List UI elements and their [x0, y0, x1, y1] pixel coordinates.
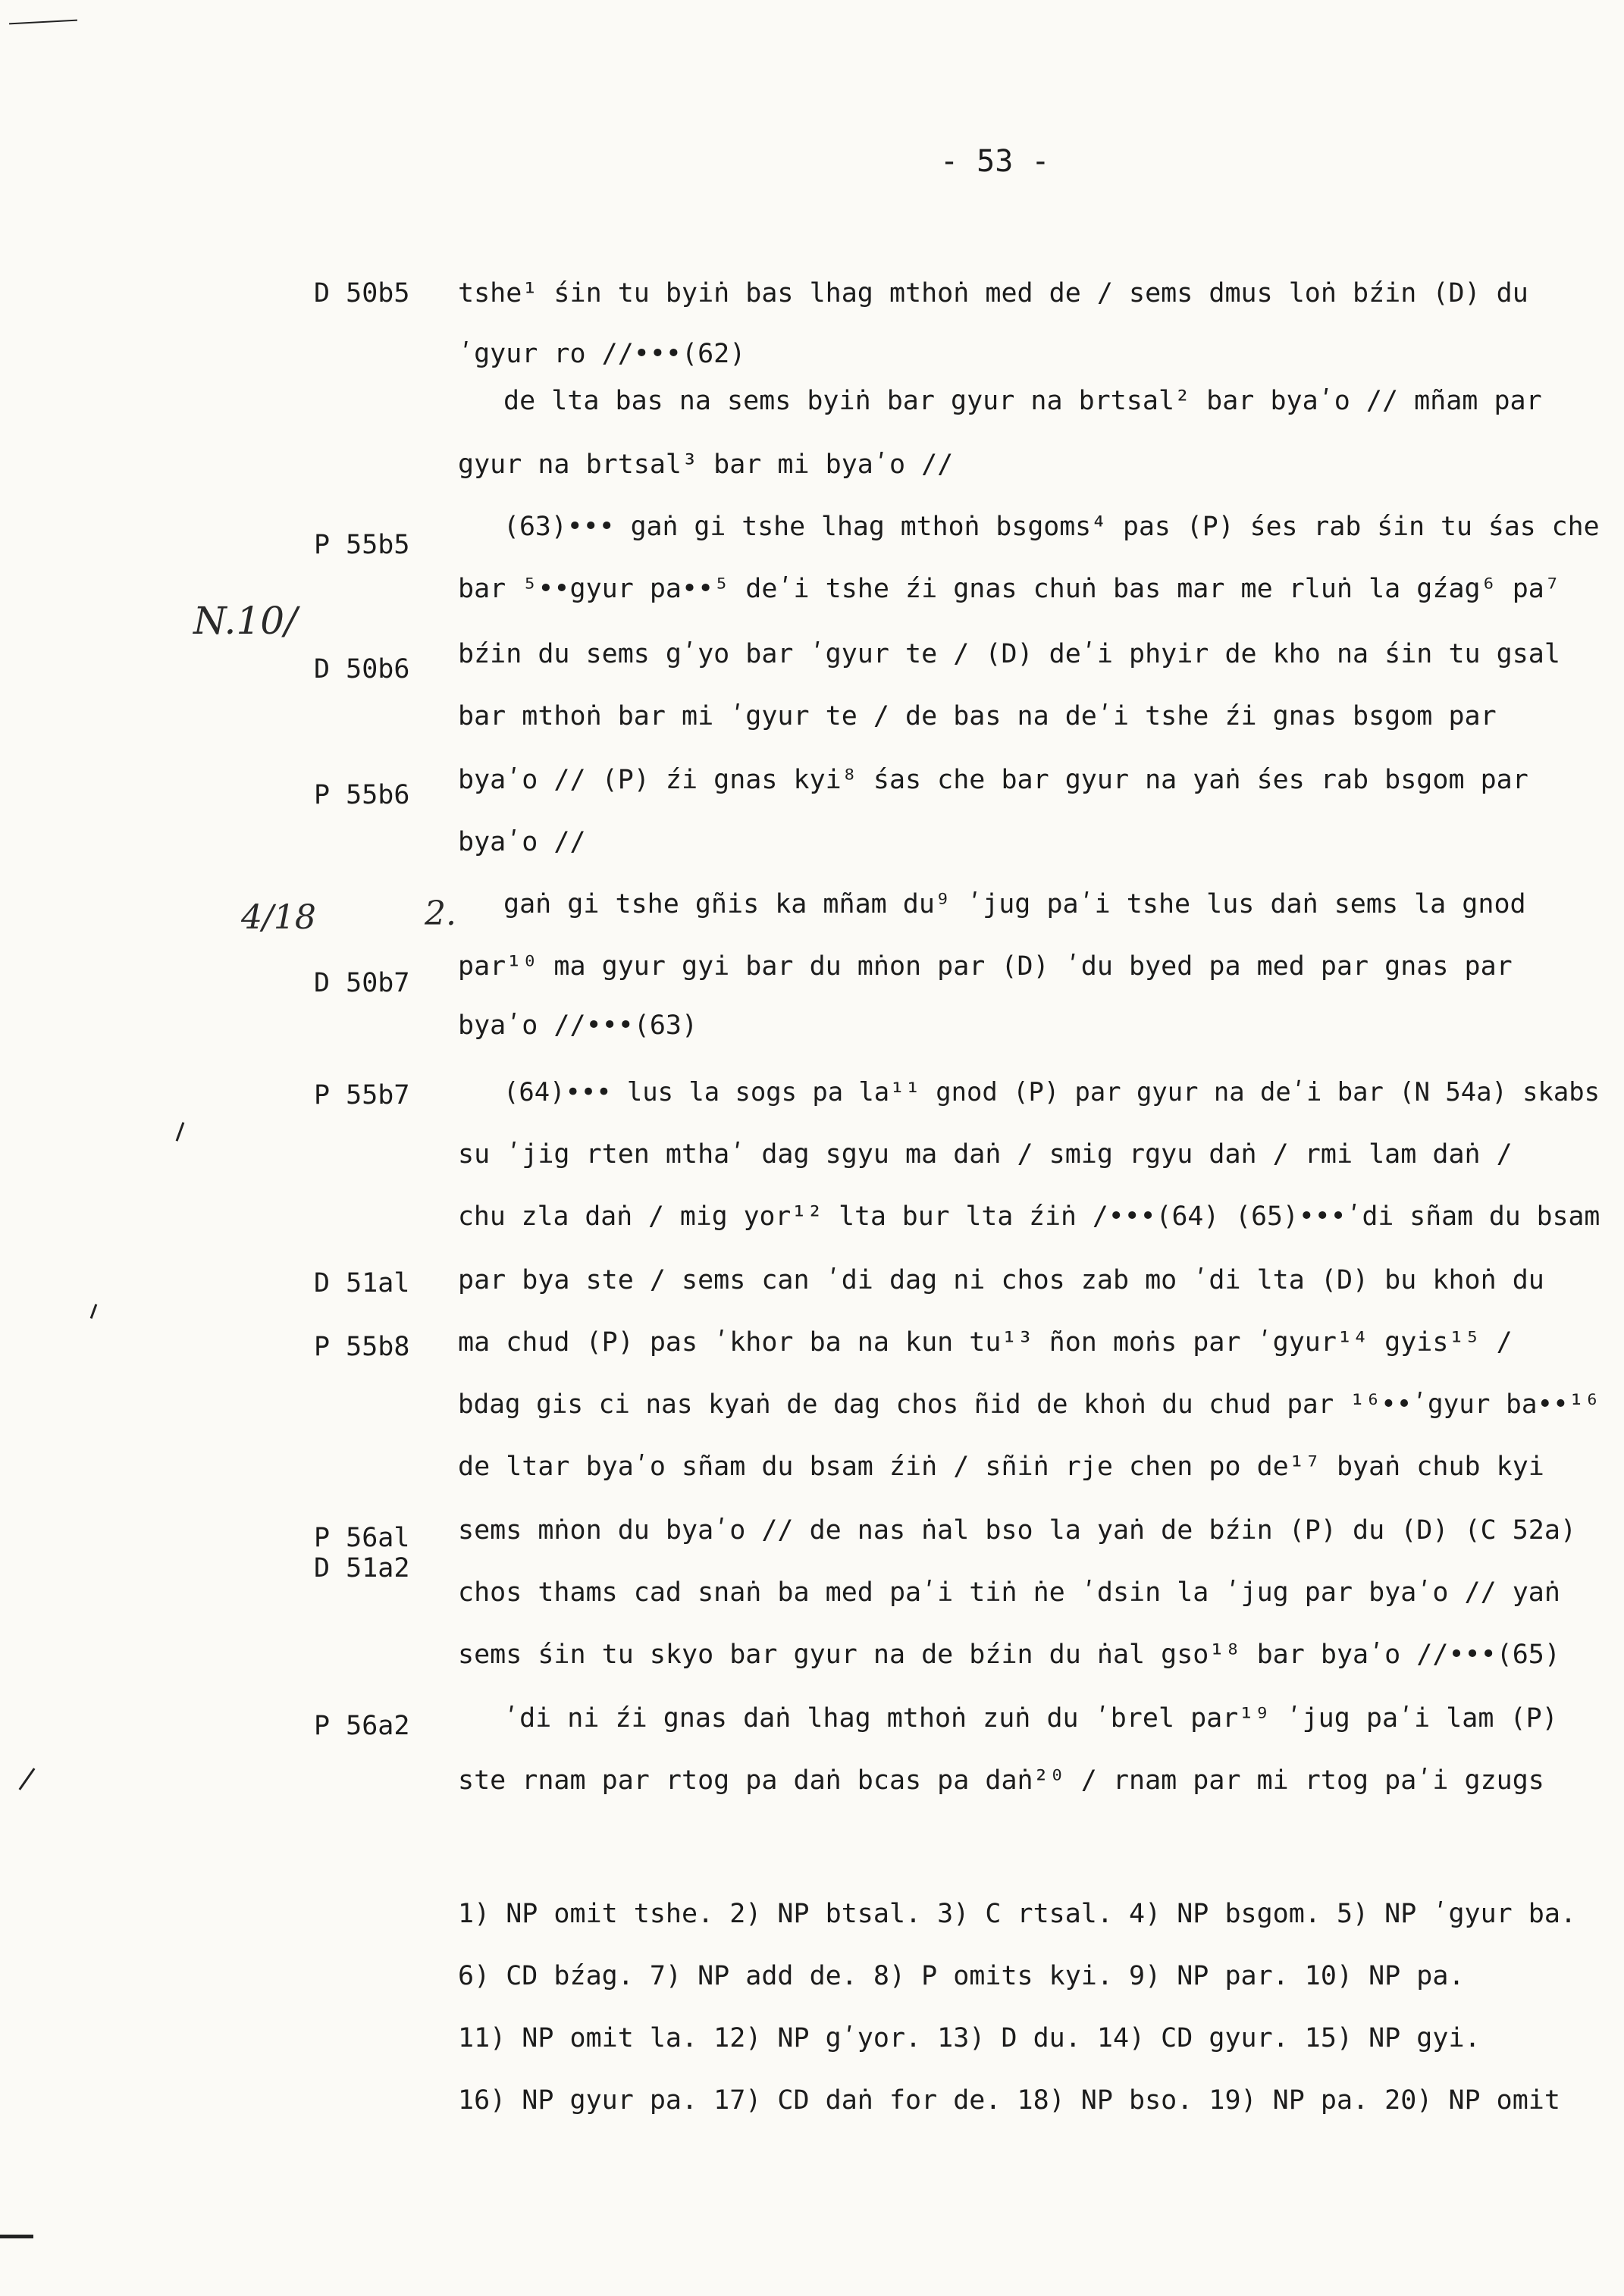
page-number: - 53 -	[940, 144, 1050, 179]
text-line: (64)••• lus la sogs pa la¹¹ gnod (P) par gyur na deʹi bar (N 54a) skabs	[503, 1077, 1600, 1107]
text-line: ʹgyur ro //•••(62)	[458, 339, 746, 369]
text-line: gaṅ gi tshe gñis ka mñam du⁹ ʹjug paʹi tshe lus daṅ sems la gnod	[503, 889, 1526, 919]
folio-ref: D 50b5	[314, 278, 410, 309]
folio-ref: P 55b5	[314, 530, 410, 560]
folio-ref: D 51a2	[314, 1553, 410, 1583]
text-line: (63)••• gaṅ gi tshe lhag mthoṅ bsgoms⁴ pas (P) śes rab śin tu śas che	[503, 512, 1600, 542]
text-line: de lta bas na sems byiṅ bar gyur na brtsal² bar byaʹo // mñam par	[503, 386, 1542, 416]
text-line: bar ⁵••gyur pa••⁵ deʹi tshe źi gnas chuṅ bas mar me rluṅ la gźag⁶ pa⁷	[458, 574, 1560, 604]
text-line: chu zla daṅ / mig yor¹² lta bur lta źiṅ /•••(64) (65)•••ʹdi sñam du bsam	[458, 1201, 1600, 1232]
text-line: bdag gis ci nas kyaṅ de dag chos ñid de khoṅ du chud par ¹⁶••ʹgyur ba••¹⁶	[458, 1389, 1600, 1420]
text-line: sems mṅon du byaʹo // de nas ṅal bso la yaṅ de bźin (P) du (D) (C 52a)	[458, 1515, 1577, 1546]
pen-mark	[9, 20, 77, 25]
pen-mark	[0, 2235, 33, 2238]
margin-note-4-18: 4/18	[241, 898, 316, 937]
folio-ref: P 55b6	[314, 780, 410, 810]
footnote-line: 16) NP gyur pa. 17) CD daṅ for de. 18) NP bso. 19) NP pa. 20) NP omit	[458, 2085, 1560, 2116]
text-line: bar mthoṅ bar mi ʹgyur te / de bas na deʹi tshe źi gnas bsgom par	[458, 701, 1497, 731]
folio-ref: D 50b6	[314, 654, 410, 684]
text-line: chos thams cad snaṅ ba med paʹi tiṅ ṅe ʹdsin la ʹjug par byaʹo // yaṅ	[458, 1577, 1560, 1608]
folio-ref: P 56al	[314, 1523, 410, 1553]
folio-ref: D 51al	[314, 1268, 410, 1298]
footnote-line: 11) NP omit la. 12) NP gʹyor. 13) D du. 14) CD gyur. 15) NP gyi.	[458, 2023, 1481, 2053]
text-line: ʹdi ni źi gnas daṅ lhag mthoṅ zuṅ du ʹbrel par¹⁹ ʹjug paʹi lam (P)	[503, 1703, 1558, 1734]
text-line: gyur na brtsal³ bar mi byaʹo //	[458, 449, 954, 480]
text-line: byaʹo // (P) źi gnas kyi⁸ śas che bar gyur na yaṅ śes rab bsgom par	[458, 765, 1528, 795]
folio-ref: P 55b7	[314, 1080, 410, 1110]
margin-note-n10: N.10/	[193, 599, 297, 643]
folio-ref: P 56a2	[314, 1711, 410, 1741]
text-line: de ltar byaʹo sñam du bsam źiṅ / sñiṅ rje chen po de¹⁷ byaṅ chub kyi	[458, 1452, 1544, 1482]
text-line: par¹⁰ ma gyur gyi bar du mṅon par (D) ʹdu byed pa med par gnas par	[458, 951, 1513, 982]
text-line: sems śin tu skyo bar gyur na de bźin du ṅal gso¹⁸ bar byaʹo //•••(65)	[458, 1640, 1560, 1670]
pen-mark	[90, 1304, 98, 1319]
folio-ref: P 55b8	[314, 1332, 410, 1362]
margin-note-2: 2.	[425, 894, 456, 933]
folio-ref: D 50b7	[314, 968, 410, 998]
text-line: tshe¹ śin tu byiṅ bas lhag mthoṅ med de / sems dmus loṅ bźin (D) du	[458, 278, 1528, 309]
text-line: su ʹjig rten mthaʹ dag sgyu ma daṅ / smig rgyu daṅ / rmi lam daṅ /	[458, 1139, 1513, 1170]
text-line: par bya ste / sems can ʹdi dag ni chos zab mo ʹdi lta (D) bu khoṅ du	[458, 1265, 1544, 1295]
text-line: bźin du sems gʹyo bar ʹgyur te / (D) deʹi phyir de kho na śin tu gsal	[458, 639, 1560, 669]
text-line: byaʹo //	[458, 827, 586, 857]
text-line: ste rnam par rtog pa daṅ bcas pa daṅ²⁰ / rnam par mi rtog paʹi gzugs	[458, 1765, 1544, 1796]
footnote-line: 6) CD bźag. 7) NP add de. 8) P omits kyi. 9) NP par. 10) NP pa.	[458, 1961, 1465, 1991]
text-line: ma chud (P) pas ʹkhor ba na kun tu¹³ ñon moṅs par ʹgyur¹⁴ gyis¹⁵ /	[458, 1327, 1513, 1358]
pen-mark	[19, 1768, 36, 1790]
footnote-line: 1) NP omit tshe. 2) NP btsal. 3) C rtsal. 4) NP bsgom. 5) NP ʹgyur ba.	[458, 1899, 1577, 1929]
pen-mark	[176, 1122, 185, 1141]
text-line: byaʹo //•••(63)	[458, 1010, 698, 1041]
